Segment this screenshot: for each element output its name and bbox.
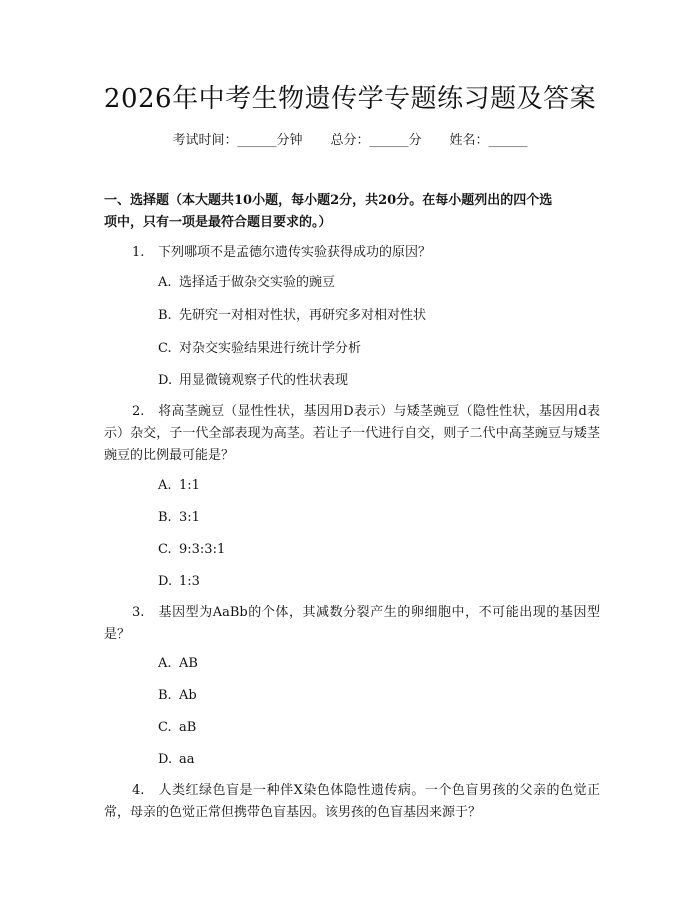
question-1 <box>104 242 600 264</box>
question-text: 基因型为AaBb的个体，其减数分裂产生的卵细胞中，不可能出现的基因型是？ <box>104 605 600 642</box>
question-2-option-b <box>158 508 598 528</box>
option-text: Ab <box>179 688 197 703</box>
question-3 <box>104 602 600 646</box>
option-text: 1:3 <box>179 574 200 589</box>
question-1-option-c <box>158 339 598 359</box>
option-text: AB <box>179 656 198 671</box>
question-number: 2. <box>132 404 145 419</box>
option-letter: C. <box>158 542 172 557</box>
option-letter: A. <box>158 478 172 493</box>
question-1-option-d <box>158 371 598 391</box>
option-letter: A. <box>158 656 172 671</box>
question-number: 3. <box>132 605 145 620</box>
option-text: 先研究一对相对性状，再研究多对相对性状 <box>179 308 427 323</box>
question-4 <box>104 780 600 824</box>
question-3-option-d <box>158 750 598 770</box>
option-letter: B. <box>158 510 172 525</box>
option-text: 用显微镜观察子代的性状表现 <box>179 373 349 388</box>
section-heading-line: 一、选择题（本大题共10小题，每小题2分，共20分。在每小题列出的四个选 <box>104 193 553 208</box>
option-text: aB <box>179 720 197 735</box>
question-2-option-d <box>158 572 598 592</box>
question-number: 1. <box>132 245 145 260</box>
option-letter: B. <box>158 688 172 703</box>
question-text: 人类红绿色盲是一种伴X染色体隐性遗传病。一个色盲男孩的父亲的色觉正常，母亲的色觉正常但携带色盲基因。该男孩的色盲基因来源于？ <box>104 783 600 820</box>
question-text: 将高茎豌豆（显性性状，基因用D表示）与矮茎豌豆（隐性性状，基因用d表示）杂交，子一代全部表现为高茎。若让子一代进行自交，则子二代中高茎豌豆与矮茎豌豆的比例最可能是？ <box>104 404 600 463</box>
option-text: 9:3:3:1 <box>179 542 226 557</box>
option-text: 对杂交实验结果进行统计学分析 <box>179 341 362 356</box>
question-1-option-b <box>158 306 598 326</box>
option-text: aa <box>179 752 195 767</box>
option-letter: D. <box>158 574 173 589</box>
question-1-option-a <box>158 273 598 293</box>
question-3-option-b <box>158 686 598 706</box>
exam-time-field: 考试时间：______分钟 <box>172 133 303 148</box>
option-text: 选择适于做杂交实验的豌豆 <box>179 275 336 290</box>
total-score-field: 总分：______分 <box>330 133 422 148</box>
option-letter: D. <box>158 752 173 767</box>
section-heading-line: 项中，只有一项是最符合题目要求的。） <box>104 215 332 230</box>
option-letter: D. <box>158 373 173 388</box>
question-2-option-a <box>158 476 598 496</box>
exam-info-line <box>0 131 700 151</box>
student-name-field: 姓名：______ <box>449 133 528 148</box>
option-letter: B. <box>158 308 172 323</box>
option-text: 1:1 <box>179 478 200 493</box>
option-letter: C. <box>158 720 172 735</box>
option-text: 3:1 <box>179 510 200 525</box>
question-text: 下列哪项不是孟德尔遗传实验获得成功的原因？ <box>158 245 432 260</box>
option-letter: C. <box>158 341 172 356</box>
question-3-option-c <box>158 718 598 738</box>
page-title: 2026年中考生物遗传学专题练习题及答案 <box>103 84 597 114</box>
question-2 <box>104 401 600 467</box>
question-number: 4. <box>132 783 145 798</box>
section-heading-choice <box>104 190 600 234</box>
option-letter: A. <box>158 275 172 290</box>
question-2-option-c <box>158 540 598 560</box>
question-3-option-a <box>158 654 598 674</box>
